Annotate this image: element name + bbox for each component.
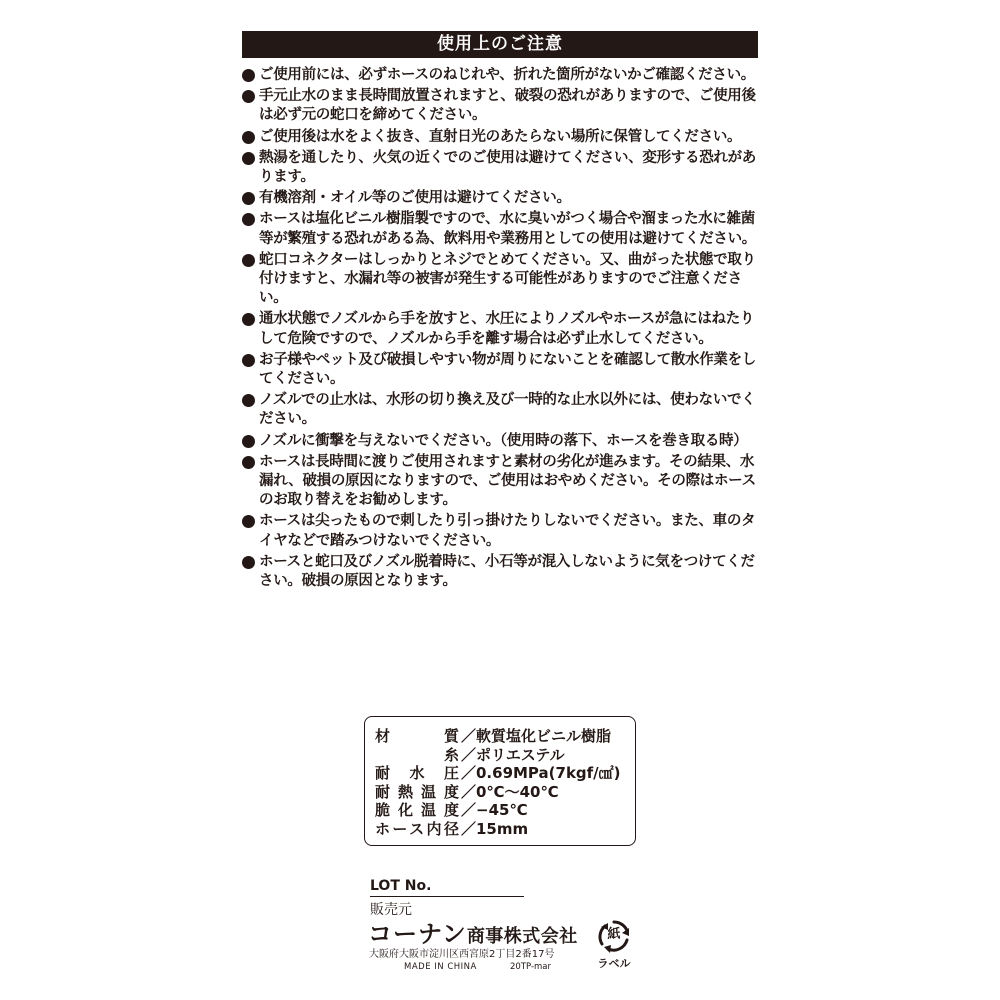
caution-item — [242, 310, 758, 348]
caution-item — [242, 149, 758, 187]
spec-label: 糸 — [413, 745, 459, 764]
caution-list — [242, 66, 758, 593]
caution-text: ノズルでの止水は、水形の切り換え及び一時的な止水以外には、使わないでください。 — [259, 392, 756, 428]
caution-item — [242, 128, 758, 147]
bullet-icon — [242, 515, 255, 528]
bullet-icon — [242, 354, 255, 367]
caution-text: ホースは塩化ビニル樹脂製ですので、水に臭いがつく場合や溜まった水に雑菌等が繁殖する恐れがある為、飲料用や業務用としての使用は避けてください。 — [259, 211, 756, 247]
bullet-icon — [242, 213, 255, 226]
spec-value: ／軟質塩化ビニル樹脂 — [461, 727, 612, 745]
bullet-icon — [242, 435, 255, 448]
spec-label: 耐 水 圧 — [375, 764, 459, 782]
spec-row-heat-resistance — [375, 783, 635, 802]
spec-value: ／0℃～40℃ — [461, 782, 559, 801]
spec-label: 耐熱温度 — [375, 782, 459, 801]
caution-title: 使用上のご注意 — [242, 31, 758, 58]
caution-item — [242, 210, 758, 248]
caution-text: 熱湯を通したり、火気の近くでのご使用は避けてください、変形する恐れがあります。 — [259, 149, 756, 186]
caution-item — [242, 66, 758, 85]
caution-text: ノズルに衝撃を与えないでください。（使用時の落下、ホースを巻き取る時） — [259, 432, 748, 449]
spec-value: ／0.69MPa(7kgf/㎠) — [461, 764, 621, 782]
bullet-icon — [242, 192, 255, 205]
company-suffix: 商事株式会社 — [466, 926, 578, 947]
spec-label: ホース内径 — [375, 819, 459, 838]
caution-text: ホースと蛇口及びノズル脱着時に、小石等が混入しないように気をつけてください。破損の原因となります。 — [259, 553, 755, 590]
recycle-mark-caption: ラベル — [597, 957, 631, 970]
lot-number-field: LOT No. — [370, 877, 524, 897]
seller-label: 販売元 — [370, 902, 412, 918]
bullet-icon — [242, 313, 255, 326]
country-of-origin: MADE IN CHINA — [404, 962, 477, 972]
recycle-mark-character: 紙 — [607, 927, 621, 942]
spec-value: ／−45℃ — [461, 801, 528, 819]
spec-row-pressure — [375, 764, 635, 783]
bullet-icon — [242, 456, 255, 469]
caution-item — [242, 453, 758, 511]
caution-text: ホースは長時間に渡りご使用されますと素材の劣化が進みます。その結果、水漏れ、破損の原因になりますので、ご使用はおやめください。その際はホースのお取り替えをお勧めします。 — [259, 453, 756, 509]
spec-value: ／ポリエステル — [461, 745, 565, 764]
company-brand: コーナン — [368, 920, 467, 948]
spec-box — [364, 716, 636, 846]
bullet-icon — [242, 90, 255, 103]
bullet-icon — [242, 69, 255, 82]
caution-text: ご使用前には、必ずホースのねじれや、折れた箇所がないかご確認ください。 — [259, 67, 755, 83]
spec-label: 材 質 — [375, 727, 459, 745]
spec-row-inner-diameter — [375, 820, 635, 839]
spec-label: 脆化温度 — [375, 801, 459, 819]
bullet-icon — [242, 131, 255, 144]
bullet-icon — [242, 556, 255, 569]
company-address: 大阪府大阪市淀川区西宮原2丁目2番17号 — [369, 949, 555, 960]
caution-item — [242, 87, 758, 125]
spec-value: ／15mm — [461, 819, 529, 838]
product-code: 20TP-mar — [510, 962, 551, 972]
spec-row-brittle-temp — [375, 801, 635, 820]
caution-text: 蛇口コネクターはしっかりとネジでとめてください。又、曲がった状態で取り付けますと、水漏れ等の被害が発生する可能性がありますのでご注意ください。 — [259, 251, 756, 307]
bullet-icon — [242, 254, 255, 267]
caution-text: ホースは尖ったもので刺したり引っ掛けたりしないでください。また、車のタイヤなどで踏みつけないでください。 — [259, 513, 756, 549]
caution-item — [242, 251, 758, 309]
caution-item — [242, 432, 758, 451]
spec-row-thread — [375, 746, 635, 765]
caution-text: 有機溶剤・オイル等のご使用は避けてください。 — [259, 190, 571, 207]
caution-text: お子様やペット及び破損しやすい物が周りにないことを確認して散水作業をしてください。 — [259, 351, 756, 388]
caution-text: ご使用後は水をよく抜き、直射日光のあたらない場所に保管してください。 — [259, 128, 742, 145]
bullet-icon — [242, 152, 255, 165]
caution-text: 手元止水のまま長時間放置されますと、破裂の恐れがありますので、ご使用後は必ず元の蛇口を締めてください。 — [259, 88, 756, 124]
company-name — [368, 920, 578, 951]
caution-item — [242, 391, 758, 429]
bullet-icon — [242, 394, 255, 407]
caution-item — [242, 553, 758, 591]
caution-item — [242, 512, 758, 550]
caution-item — [242, 189, 758, 208]
caution-text: 通水状態でノズルから手を放すと、水圧によりノズルやホースが急にはねたりして危険ですので、ノズルから手を離す場合は必ず止水してください。 — [259, 311, 755, 347]
caution-label — [242, 0, 758, 1000]
spec-row-material — [375, 727, 635, 746]
caution-item — [242, 351, 758, 389]
